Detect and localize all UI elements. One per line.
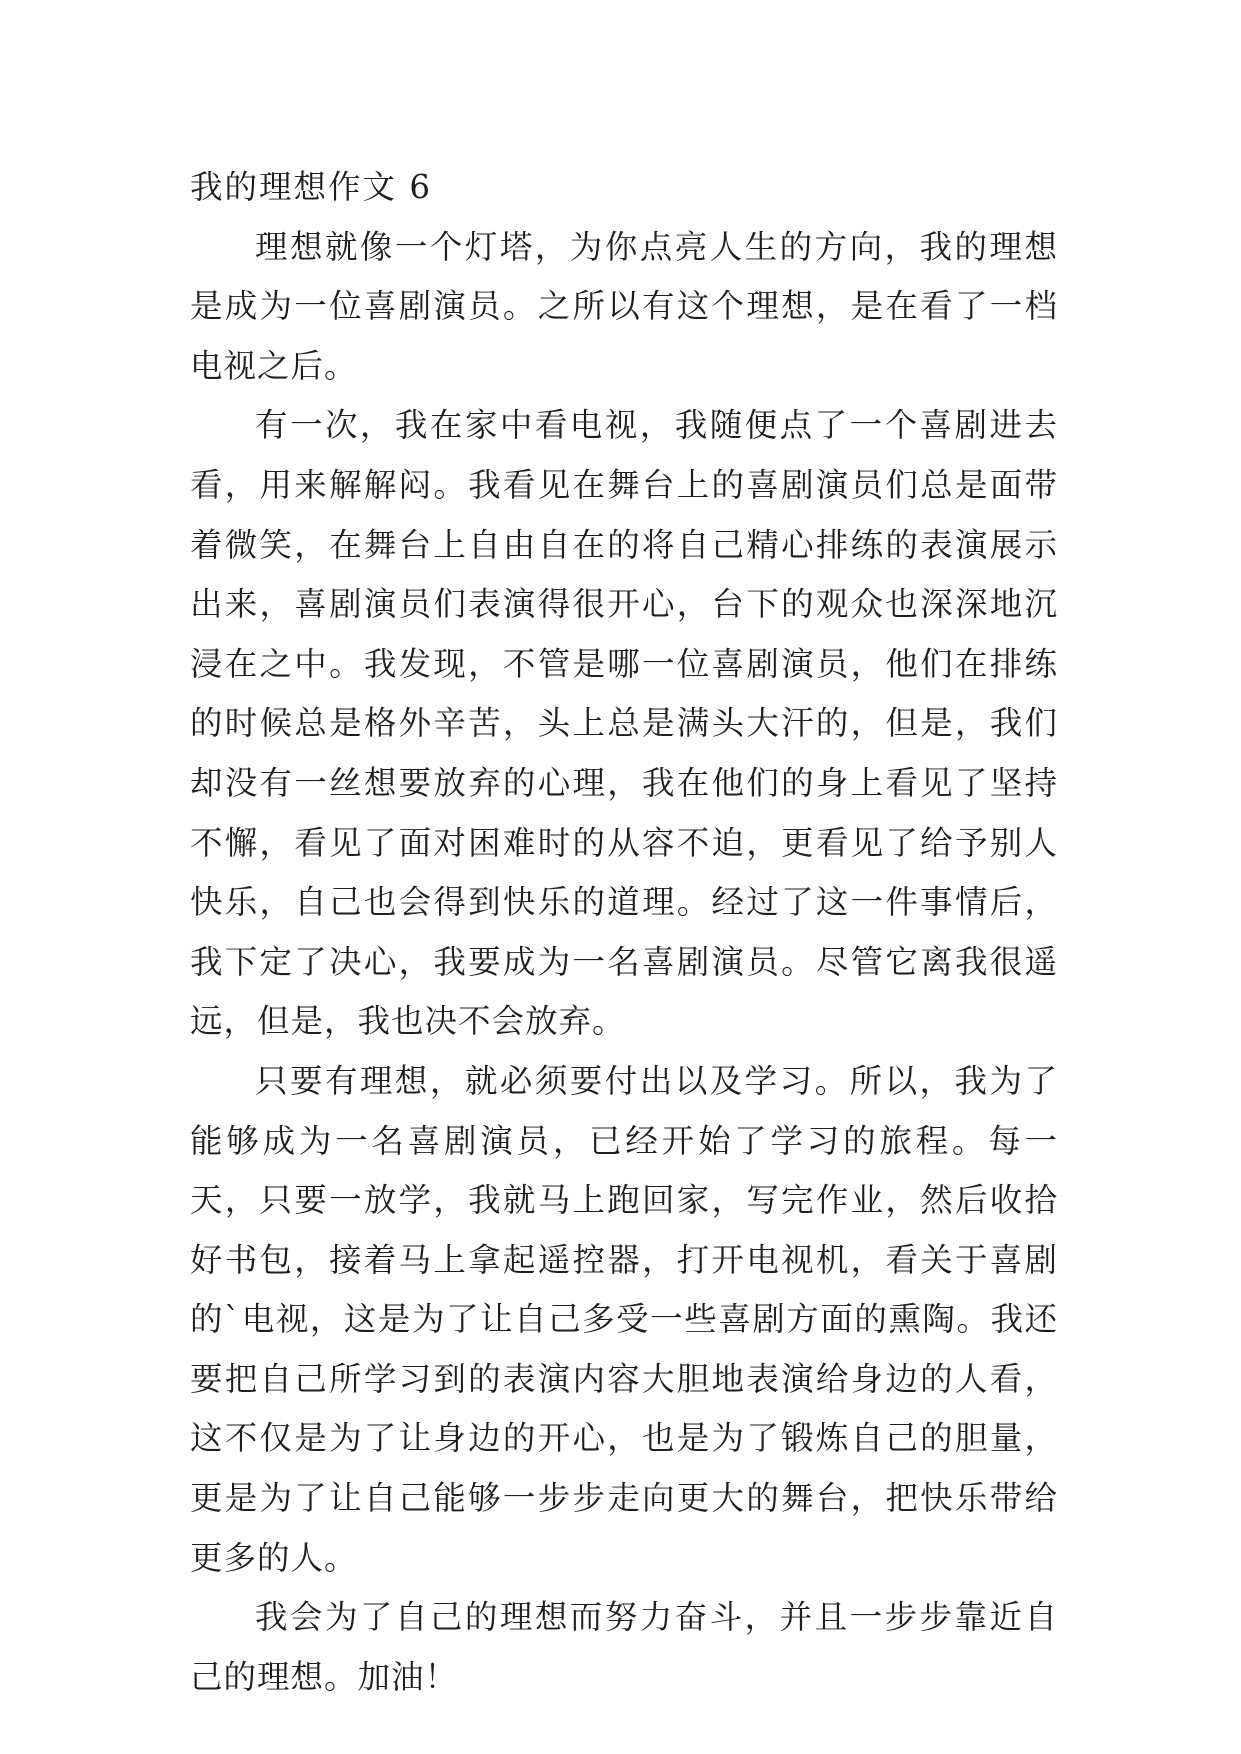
- paragraph-4: 我会为了自己的理想而努力奋斗，并且一步步靠近自己的理想。加油！: [190, 1598, 1058, 1696]
- paragraph-2: 有一次，我在家中看电视，我随便点了一个喜剧进去看，用来解解闷。我看见在舞台上的喜剧演员们总是面带着微笑，在舞台上自由自在的将自己精心排练的表演展示出来，喜剧演员们表演得很开心，台下的观众也深深地沉浸在之中。我发现，不管是哪一位喜剧演员，他们在排练的时候总是格外辛苦，头上总是满头大汗的，但是，我们却没有一丝想要放弃的心理，我在他们的身上看见了坚持不懈，看见了面对困难时的从容不迫，更看见了给予别人快乐，自己也会得到快乐的道理。经过了这一件事情后，我下定了决心，我要成为一名喜剧演员。尽管它离我很遥远，但是，我也决不会放弃。: [190, 406, 1058, 1041]
- document-title: 我的理想作文 6: [190, 168, 433, 206]
- document-body: [190, 158, 1058, 1707]
- paragraph-3: 只要有理想，就必须要付出以及学习。所以，我为了能够成为一名喜剧演员，已经开始了学习的旅程。每一天，只要一放学，我就马上跑回家，写完作业，然后收拾好书包，接着马上拿起遥控器，打开电视机，看关于喜剧的`电视，这是为了让自己多受一些喜剧方面的熏陶。我还要把自己所学习到的表演内容大胆地表演给身边的人看，这不仅是为了让身边的开心，也是为了锻炼自己的胆量，更是为了让自己能够一步步走向更大的舞台，把快乐带给更多的人。: [190, 1061, 1058, 1577]
- paragraph-1: 理想就像一个灯塔，为你点亮人生的方向，我的理想是成为一位喜剧演员。之所以有这个理想，是在看了一档电视之后。: [190, 227, 1058, 385]
